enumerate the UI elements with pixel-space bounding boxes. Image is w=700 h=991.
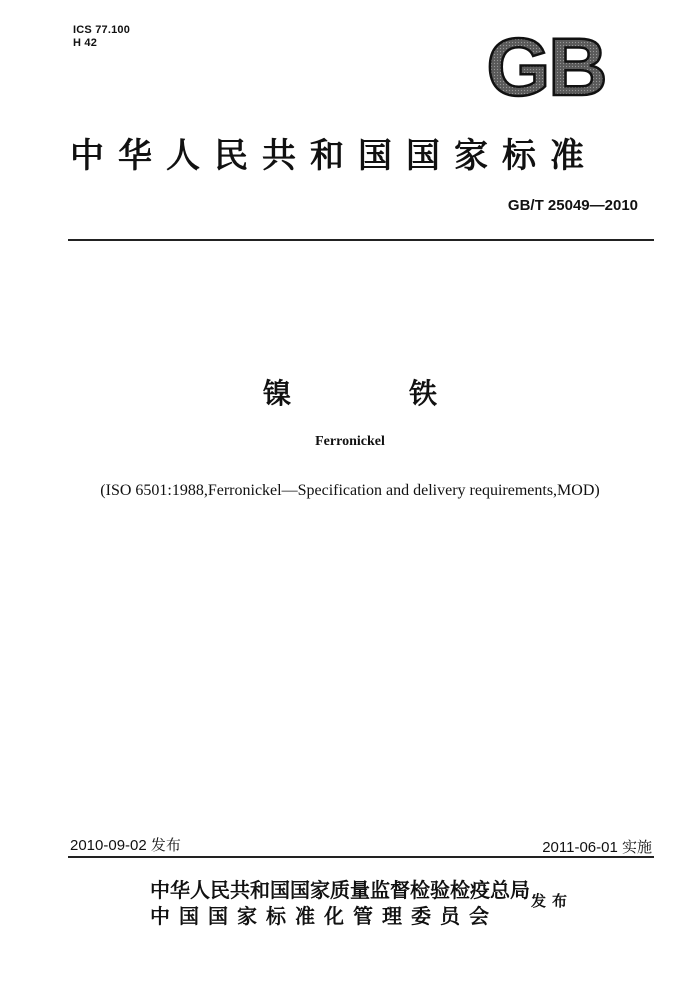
implementation-date: 2011-06-01 实施: [542, 839, 652, 856]
document-title-en: Ferronickel: [315, 434, 385, 449]
gb-logo-text: GB: [486, 32, 606, 102]
classification-codes: [73, 24, 130, 50]
gb-logo: [472, 32, 620, 102]
ics-code: ICS 77.100: [73, 24, 131, 36]
issue-date: 2010-09-02 发布: [70, 837, 181, 854]
iso-reference: (ISO 6501:1988,Ferronickel—Specification and delivery requirements,MOD): [100, 482, 600, 499]
publish-label: 发布: [531, 892, 574, 910]
footer-divider: [68, 856, 654, 858]
issuer-aqsiq: 中华人民共和国国家质量监督检验检疫总局: [150, 878, 530, 902]
header-divider: [68, 239, 654, 241]
gb-logo-graphic: [472, 32, 620, 102]
title-char-1: 镍: [262, 377, 291, 410]
standard-number: GB/T 25049—2010: [507, 197, 638, 214]
standard-title: 中华人民共和国国家标准: [70, 136, 598, 176]
document-title-cn: [0, 372, 700, 412]
issuer-sac: 中国国家标准化管理委员会: [150, 904, 498, 928]
title-char-2: 铁: [409, 377, 438, 410]
ccs-code: H 42: [73, 37, 98, 49]
